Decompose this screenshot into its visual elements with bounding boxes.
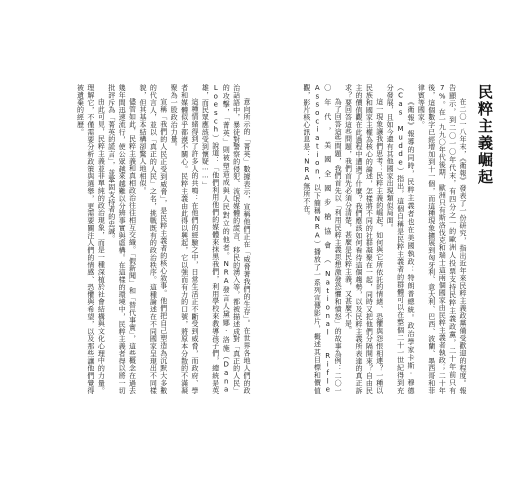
paragraph: 《衛報》報導的同時，民粹主義者也在美國執政：特朗普總統。政治學家卡斯·穆德（Cas Mudde）指出，這個自稱是民粹主義者的群體可以在整個二十一世紀得到充分發展，且如今還有其他國家出現類似局面。 <box>386 84 415 394</box>
left-page-body <box>22 84 252 394</box>
paragraph: 意向所示的「菁英」數據表示，宣稱他們正在「威脅著我們的生存」。在世界各地人們的政治話語中，暴徒對警察的侵犯、流氓媒體的謊言、移民的湧入等，都被描述成對「真正的人民」的攻擊，「菁英」則被塑造成與人民對立的他者。NRA發言人黛娜·洛施（Dana Loesch）說道：「他們利用他們的媒體來抹黑我們，利用學校來教導孩子們，總統是英雄，而民眾應該受到懷疑⋯⋯」 <box>201 84 251 394</box>
paragraph: 在二〇一八年末，《衛報》發表了一份研究，指出近年來民粹主義政黨備受歡迎的程度。報告顯示，到二〇一〇年代末，有四分之一的歐洲人投票支持民粹主義政黨，二十年前只有7%。在一九九〇年代後期，歐洲只有斯洛伐克和瑞士這兩個國家由民粹主義者執政；二十年後，這個數字已經增加到十一個，而這種現象擴展到匈牙利、意大利、巴西、波蘭、墨西哥和菲律賓等國家。 <box>417 84 467 394</box>
left-page <box>22 84 252 394</box>
paragraph: 這種情緒得到了許多人的共鳴：在他們的經驗之中，日常生活正不斷受到威脅，而政府、學者和媒體似乎都漠不關心。民粹主義由此得以興起，它以強而有力的口號，將原本分散的不滿凝聚為一股政治力量。 <box>170 84 199 394</box>
book-spread <box>22 84 498 394</box>
paragraph: 這一現象讓我們思考：民粹主義的崛起，如何與它所依託的情緒、恐懼與怨恨相連？一種以民族和國家主權為核心的論述，怎樣將不同的社群凝聚在一起，同時又把他們分隔開來？自由民主的價值觀在此過程中遭遇了什麼？我們應該如何看待這個趨勢，以及民粹主義所表達的真正訴求？要回答這些問題，我們首先必須分清楚，甚麼是民粹主義，又甚麼不是。 <box>344 84 384 394</box>
paragraph: 宣稱「我們的人民正受到威脅」，是民粹主義者的核心敘事。他們把自己塑造為沉默大多數的代言人，並以「真正的人民」之名，挑戰既有的政治秩序。這種論述在不同國家呈現出不同樣貌，但其基本結構卻驚人地相似。 <box>138 84 168 394</box>
paragraph: 儘管如此，民粹主義和真相政治往往相互交織。「假新聞」和「替代事實」，這些概念在過去幾年間迅速流行，使公眾越來越難以分辨事實與虛構。在這樣的環境中，民粹主義者得以將一切批評斥為「菁英的謊言」，並鞏固支持者的忠誠。 <box>107 84 137 394</box>
paragraph: 為了回答這些問題，我們首先以「利用民粹主義思想激發恐懼和憤怒」的故事為例：二〇一〇年代，美國全國步槍協會（National Rifle Association，以下簡稱NRA）播放了一系列宣傳影片，概述其目標和價值觀，影片核心訊息是：NRA無所不在。 <box>302 84 343 394</box>
chapter-title: 民粹主義崛起 <box>476 84 494 186</box>
paragraph: 由此可見，民粹主義並非單純的政治現象，而是一種深植於社會結構與文化心理中的力量。理解它，不僅需要分析政策與選舉，更需要關注人們的情感、恐懼與希望，以及那些讓他們覺得被遺棄的經歷。 <box>76 84 106 394</box>
page-gutter <box>252 84 264 394</box>
right-page <box>264 84 498 394</box>
right-page-body <box>268 84 468 394</box>
